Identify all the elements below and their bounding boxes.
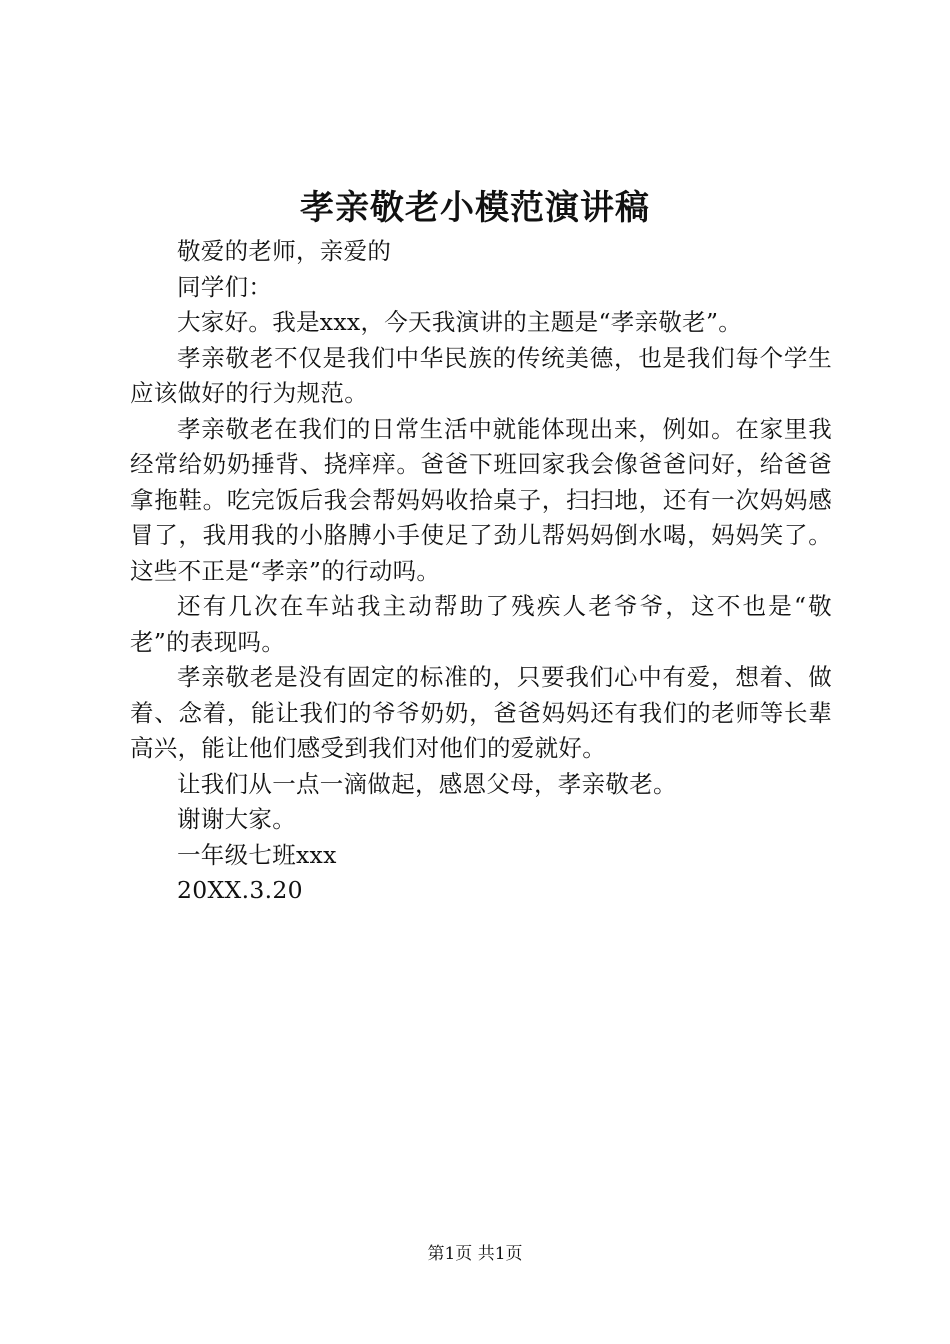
- greeting-line-1: 敬爱的老师，亲爱的: [177, 237, 392, 265]
- body-paragraph: 还有几次在车站我主动帮助了残疾人老爷爷，这不也是“敬老”的表现吗。: [130, 592, 832, 656]
- thanks-line: 谢谢大家。: [177, 805, 296, 833]
- document-body: [130, 234, 832, 909]
- introduction-paragraph: 大家好。我是xxx，今天我演讲的主题是“孝亲敬老”。: [177, 308, 743, 336]
- date-line: 20XX.3.20: [177, 876, 303, 904]
- body-paragraph: 孝亲敬老在我们的日常生活中就能体现出来，例如。在家里我经常给奶奶捶背、挠痒痒。爸爸下班回家我会像爸爸问好，给爸爸拿拖鞋。吃完饭后我会帮妈妈收拾桌子，扫扫地，还有一次妈妈感冒了，我用我的小胳膊小手使足了劲儿帮妈妈倒水喝，妈妈笑了。这些不正是“孝亲”的行动吗。: [130, 414, 832, 585]
- body-paragraph: 孝亲敬老不仅是我们中华民族的传统美德，也是我们每个学生应该做好的行为规范。: [130, 343, 832, 407]
- greeting-line-2: 同学们：: [177, 272, 273, 301]
- document-title: 孝亲敬老小模范演讲稿: [300, 188, 650, 228]
- page-number-footer: 第1页 共1页: [427, 1244, 523, 1264]
- closing-paragraph: 让我们从一点一滴做起，感恩父母，孝亲敬老。: [177, 769, 677, 798]
- body-paragraph: 孝亲敬老是没有固定的标准的，只要我们心中有爱，想着、做着、念着，能让我们的爷爷奶奶，爸爸妈妈还有我们的老师等长辈高兴，能让他们感受到我们对他们的爱就好。: [130, 663, 832, 762]
- signature-line: 一年级七班xxx: [177, 840, 337, 869]
